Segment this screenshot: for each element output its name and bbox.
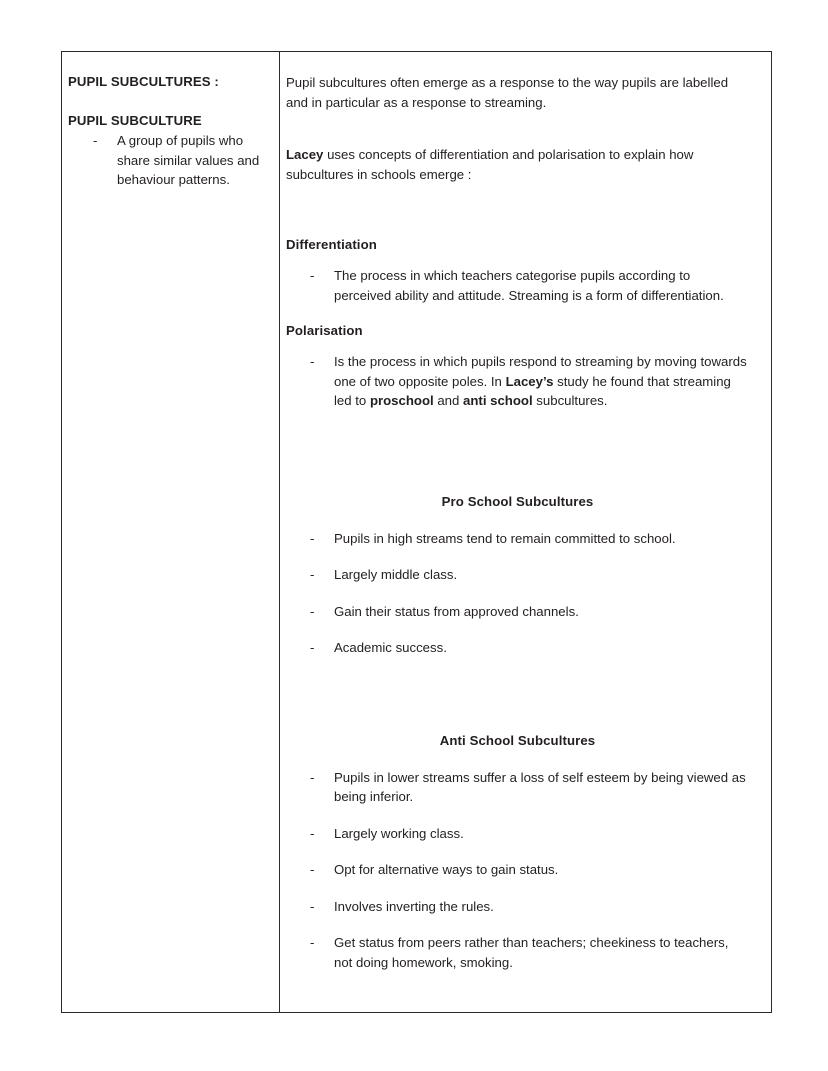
anti-school-bullet-2: Largely working class. [334, 825, 464, 841]
anti-school-bullet-1: Pupils in lower streams suffer a loss of self esteem by being viewed as being inferior. [334, 769, 746, 804]
bullet-dash-icon: - [310, 769, 315, 785]
spacer [286, 621, 749, 638]
bullet-dash-icon: - [310, 862, 315, 877]
spacer [286, 254, 749, 266]
spacer [286, 750, 749, 768]
pro-school-bullet-2: Largely middle class. [334, 567, 458, 582]
pupil-subculture-definition: A group of pupils who share similar values and behaviour patterns. [117, 133, 260, 187]
spacer [286, 843, 749, 860]
right-column-cell [280, 52, 771, 1012]
spacer [286, 511, 749, 529]
pro-school-bullet-3: Gain their status from approved channels. [334, 603, 579, 619]
lacey-paragraph [286, 145, 749, 184]
pro-school-bullet-4: Academic success. [334, 640, 447, 655]
two-column-table [61, 51, 772, 1013]
spacer [286, 340, 749, 352]
spacer [286, 585, 749, 602]
polarisation-text-part-2: study he found that streaming led to [334, 373, 731, 408]
polarisation-text-part-1: Is the process in which pupils respond to streaming by moving towards one of two opposite poles. In [334, 354, 747, 389]
pupil-subculture-subheading: PUPIL SUBCULTURE [68, 113, 202, 128]
spacer [286, 916, 749, 933]
laceys-bold: Lacey’s [505, 373, 554, 389]
differentiation-bullet-text: The process in which teachers categorise pupils according to perceived ability and attitude. Streaming is a form of differentiation. [334, 268, 724, 303]
anti-school-bullet-3: Opt for alternative ways to gain status. [334, 862, 559, 877]
spacer [286, 658, 749, 732]
bullet-dash-icon: - [310, 640, 315, 655]
polarisation-heading: Polarisation [286, 323, 363, 338]
list-item [286, 897, 749, 917]
list-item [286, 768, 749, 807]
spacer [286, 548, 749, 565]
list-item [286, 933, 749, 972]
pro-school-heading: Pro School Subcultures [441, 493, 594, 509]
spacer [286, 112, 749, 145]
anti-school-bullet-4: Involves inverting the rules. [334, 898, 494, 914]
spacer [286, 807, 749, 824]
list-item [68, 131, 269, 190]
polarisation-bullet-text [334, 352, 749, 411]
bullet-dash-icon: - [310, 603, 315, 619]
lacey-paragraph-rest: uses concepts of differentiation and polarisation to explain how subcultures in schools emerge : [286, 147, 694, 182]
bullet-dash-icon: - [310, 825, 315, 841]
polarisation-text-part-3: and [433, 393, 464, 408]
list-item [286, 824, 749, 844]
list-item [286, 266, 749, 305]
pupil-subcultures-title: PUPIL SUBCULTURES : [68, 74, 219, 89]
anti-school-bold: anti school [463, 393, 533, 408]
spacer [286, 880, 749, 897]
left-column-cell [62, 52, 280, 1012]
polarisation-text-part-4: subcultures. [532, 393, 608, 408]
spacer [286, 411, 749, 493]
proschool-bold: proschool [369, 393, 434, 408]
bullet-dash-icon: - [310, 935, 315, 950]
bullet-dash-icon: - [310, 530, 315, 546]
list-item [286, 860, 749, 880]
anti-school-heading: Anti School Subcultures [439, 732, 596, 748]
list-item [286, 602, 749, 622]
bullet-dash-icon: - [310, 268, 315, 283]
differentiation-heading: Differentiation [286, 237, 377, 252]
list-item [286, 638, 749, 658]
spacer [286, 305, 749, 322]
bullet-dash-icon: - [310, 567, 315, 582]
bullet-dash-icon: - [310, 898, 315, 914]
lacey-bold-lead: Lacey [286, 147, 324, 162]
bullet-dash-icon: - [310, 354, 315, 369]
bullet-dash-icon: - [93, 133, 98, 148]
spacer [286, 184, 749, 236]
list-item [286, 352, 749, 411]
list-item [286, 565, 749, 585]
intro-paragraph: Pupil subcultures often emerge as a response to the way pupils are labelled and in particular as a response to streaming. [286, 75, 729, 110]
anti-school-bullet-5: Get status from peers rather than teachers; cheekiness to teachers, not doing homework, smoking. [334, 935, 729, 970]
list-item [286, 529, 749, 549]
pro-school-bullet-1: Pupils in high streams tend to remain committed to school. [334, 530, 676, 546]
